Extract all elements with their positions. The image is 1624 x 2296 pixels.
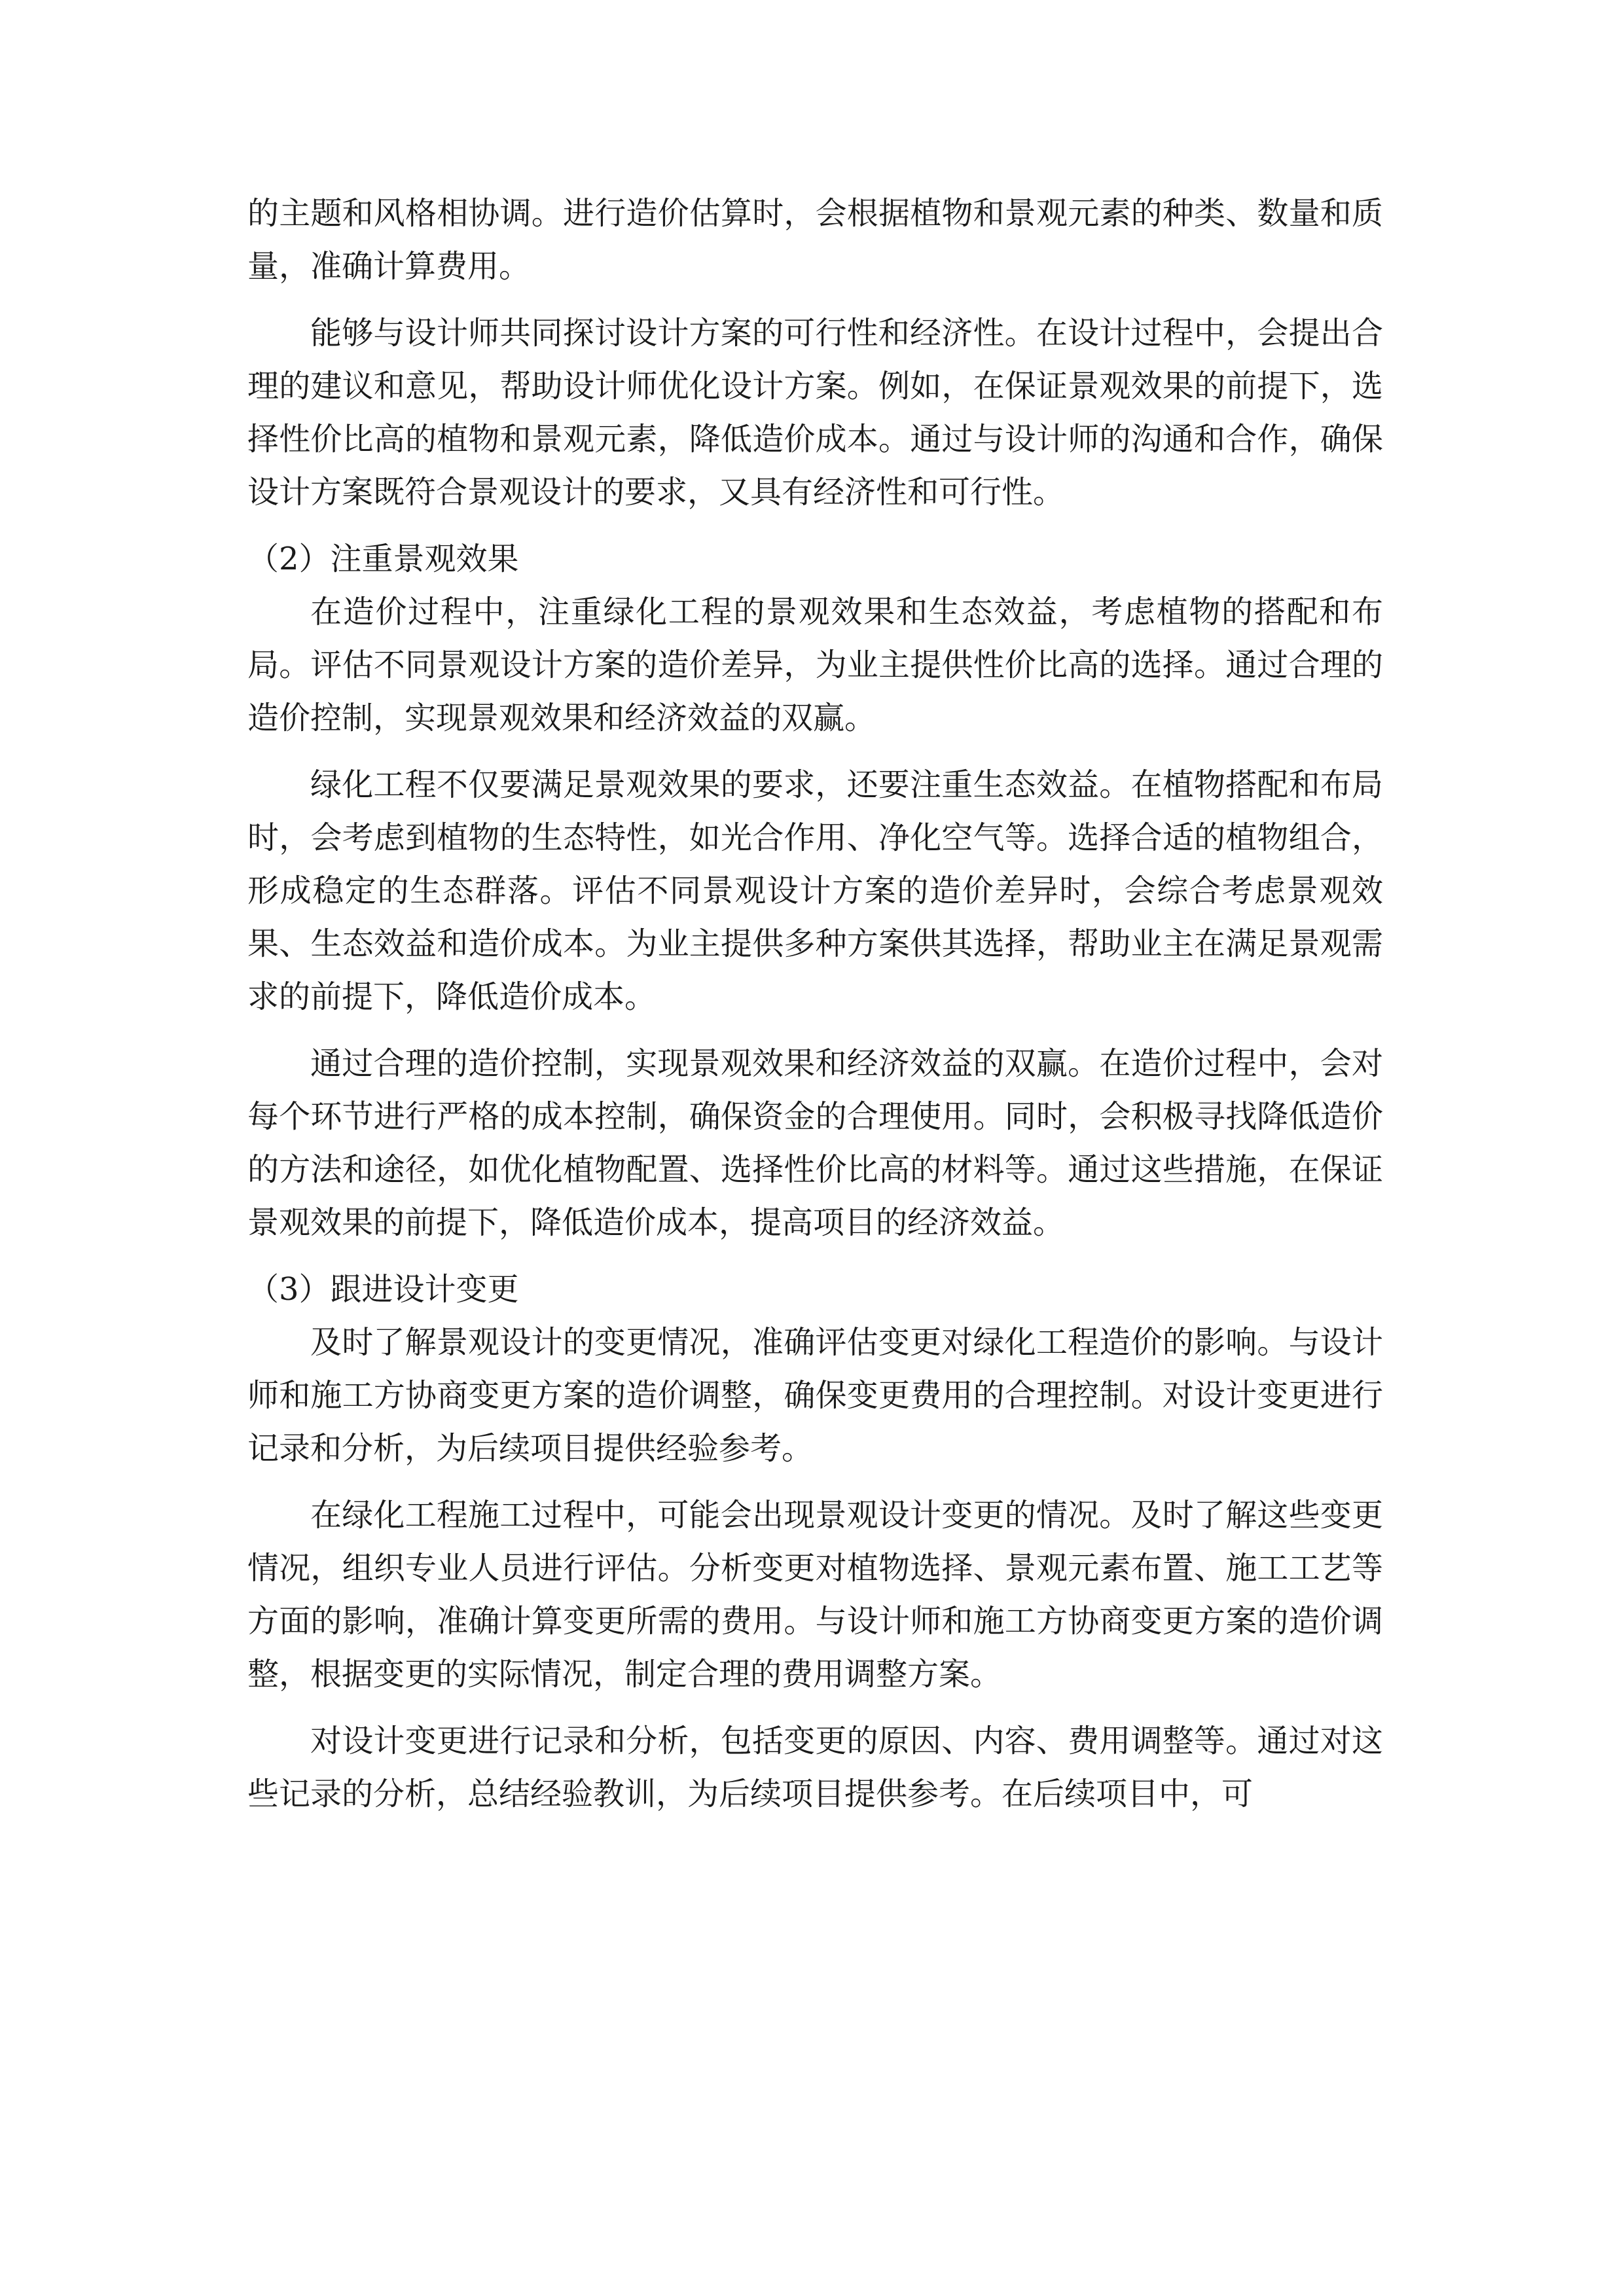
paragraph-1: 的主题和风格相协调。进行造价估算时，会根据植物和景观元素的种类、数量和质量，准确计算费用。 [247, 195, 1383, 285]
section-heading-3: （3）跟进设计变更 [247, 1271, 519, 1308]
document-body [247, 187, 1383, 1835]
paragraph-4: 绿化工程不仅要满足景观效果的要求，还要注重生态效益。在植物搭配和布局时，会考虑到植物的生态特性，如光合作用、净化空气等。选择合适的植物组合，形成稳定的生态群落。评估不同景观设计方案的造价差异时，会综合考虑景观效果、生态效益和造价成本。为业主提供多种方案供其选择，帮助业主在满足景观需求的前提下，降低造价成本。 [247, 766, 1383, 1015]
paragraph-7: 在绿化工程施工过程中，可能会出现景观设计变更的情况。及时了解这些变更情况，组织专业人员进行评估。分析变更对植物选择、景观元素布置、施工工艺等方面的影响，准确计算变更所需的费用。与设计师和施工方协商变更方案的造价调整，根据变更的实际情况，制定合理的费用调整方案。 [247, 1497, 1383, 1693]
paragraph-6: 及时了解景观设计的变更情况，准确评估变更对绿化工程造价的影响。与设计师和施工方协商变更方案的造价调整，确保变更费用的合理控制。对设计变更进行记录和分析，为后续项目提供经验参考。 [247, 1324, 1383, 1467]
paragraph-8: 对设计变更进行记录和分析，包括变更的原因、内容、费用调整等。通过对这些记录的分析，总结经验教训，为后续项目提供参考。在后续项目中，可 [247, 1723, 1383, 1812]
paragraph-2: 能够与设计师共同探讨设计方案的可行性和经济性。在设计过程中，会提出合理的建议和意见，帮助设计师优化设计方案。例如，在保证景观效果的前提下，选择性价比高的植物和景观元素，降低造价成本。通过与设计师的沟通和合作，确保设计方案既符合景观设计的要求，又具有经济性和可行性。 [247, 315, 1383, 511]
paragraph-3: 在造价过程中，注重绿化工程的景观效果和生态效益，考虑植物的搭配和布局。评估不同景观设计方案的造价差异，为业主提供性价比高的选择。通过合理的造价控制，实现景观效果和经济效益的双赢。 [247, 594, 1383, 736]
section-heading-2: （2）注重景观效果 [247, 541, 519, 577]
paragraph-5: 通过合理的造价控制，实现景观效果和经济效益的双赢。在造价过程中，会对每个环节进行严格的成本控制，确保资金的合理使用。同时，会积极寻找降低造价的方法和途径，如优化植物配置、选择性价比高的材料等。通过这些措施，在保证景观效果的前提下，降低造价成本，提高项目的经济效益。 [247, 1045, 1383, 1241]
